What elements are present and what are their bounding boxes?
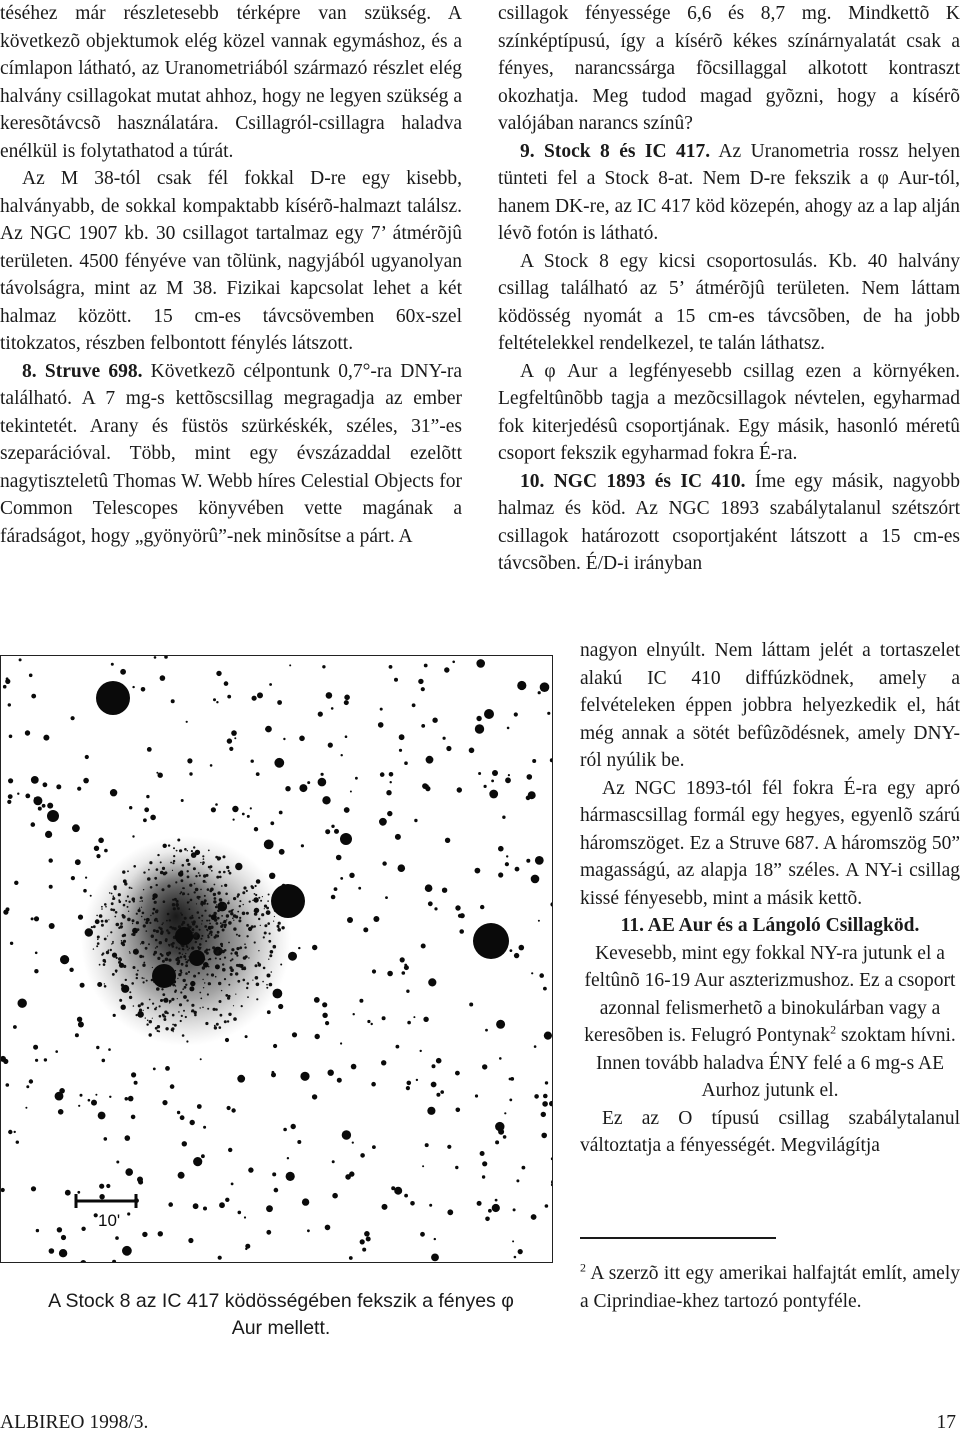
paragraph: A Stock 8 egy kicsi csoportosulás. Kb. 40 halvány csillag található az 5’ átmérõjû területen. Nem láttam ködösség nyomát a 15 cm-es távcsõben, de ha jobb feltételekkel rendelkezel, te talán láthatsz. xyxy=(498,250,960,354)
caption-line: Aur mellett. xyxy=(231,1317,331,1339)
section-heading: 9. Stock 8 és IC 417. xyxy=(520,140,711,162)
paragraph: Az NGC 1893-tól fél fokra É-ra egy apró hármascsillag formál egy hegyes, egyenlõ szárú háromszöget. Ez a Struve 687. A háromszög 50” magasságú, az alapja 18” széles. A NY-i csillag kissé fényesebb, mint a másik kettõ. xyxy=(580,777,960,909)
paragraph: Az M 38-tól csak fél fokkal D-re egy kisebb, halványabb, de sokkal kompaktabb kísérõ-halmazt találsz. Az NGC 1907 kb. 30 csillagot tartalmaz egy 7’ átmérõjû területen. 4500 fényéve van tõlünk, nagyjából ugyanolyan távolságra, mint az M 38. Fizikai kapcsolat lehet a két halmaz között. 15 cm-es távcsövemben 60x-szel titokzatos, részben felbontott fénylés látszott. xyxy=(0,168,462,354)
right-column-top xyxy=(498,0,960,578)
footnote xyxy=(580,1260,960,1315)
section-heading: 8. Struve 698. xyxy=(22,360,143,382)
footnote-text: A szerzõ itt egy amerikai halfajtát említ, amely a Ciprindiae-khez tartozó pontyféle. xyxy=(580,1263,960,1312)
paragraph xyxy=(0,358,462,551)
footer-journal: ALBIREO 1998/3. xyxy=(0,1412,149,1433)
right-column-bottom xyxy=(580,637,960,1160)
paragraph: nagyon elnyúlt. Nem láttam jelét a tortaszelet alakú IC 410 diffúzködnek, amely a felvételeken éppen jobbra helyezkedik el, hát még annak a sötét befûzõdésnek, amely DNY-ról nyúlik be. xyxy=(580,640,960,771)
footnote-divider xyxy=(580,1237,776,1239)
section-heading: 10. NGC 1893 és IC 410. xyxy=(520,470,746,492)
section-heading: 11. AE Aur és a Lángoló Csillagköd. xyxy=(620,915,920,936)
paragraph-text: Kevesebb, mint egy fokkal NY-ra jutunk el a feltûnõ 16-19 Aur aszterizmushoz. Ez a csoport azonnal felismerhetõ a binokulárban vagy a keresõben is. Felugró Pontynak xyxy=(584,942,956,1046)
scale-label: 10' xyxy=(98,1211,121,1230)
footnote-marker: 2 xyxy=(830,1022,837,1037)
section-heading-paragraph xyxy=(580,912,960,1105)
paragraph-text: Íme egy másik, nagyobb halmaz és köd. Az NGC 1893 szabálytalanul szétszórt csillagok határozott csoportjaként látszott a 15 cm-es távcsõben. É/D-i irányban xyxy=(498,470,960,574)
paragraph xyxy=(498,138,960,248)
footer-page-number: 17 xyxy=(936,1412,956,1433)
paragraph-text: Az Uranometria rossz helyen tünteti fel a Stock 8-at. Nem D-re fekszik a φ Aur-tól, hanem DK-re, az IC 417 köd közepén, ahogy az a lap alján lévõ fotón is látható. xyxy=(498,140,960,244)
left-column xyxy=(0,0,462,550)
paragraph xyxy=(498,468,960,578)
paragraph: Ez az O típusú csillag szabálytalanul változtatja a fényességét. Megvilágítja xyxy=(580,1107,960,1156)
star-field-image xyxy=(1,656,553,1263)
paragraph: csillagok fényessége 6,6 és 8,7 mg. Mindkettõ K színképtípusú, így a kísérõ kékes színárnyalatát csak a fényes, narancssárga fõcsillaggal alkotott kontraszt okozhatja. Meg tudod magad gyõzni, hogy a kísérõ valójában narancs színû? xyxy=(498,3,960,134)
photo-caption xyxy=(0,1288,562,1342)
star-field-photo xyxy=(0,655,553,1263)
paragraph-text: szoktam hívni. Innen tovább haladva ÉNY felé a 6 mg-s AE Aurhoz jutunk el. xyxy=(595,1025,956,1101)
paragraph: téséhez már részletesebb térképre van szükség. A következõ objektumok elég közel vannak egymáshoz, és a címlapon látható, az Uranometriából származó részlet elég halvány csillagokat mutat ahhoz, hogy ne legyen szükség a keresõtávcsõ használatára. Csillagról-csillagra haladva enélkül is folytathatod a túrát. xyxy=(0,3,462,162)
paragraph: A φ Aur a legfényesebb csillag ezen a környéken. Legfeltûnõbb tagja a mezõcsillagok névtelen, egyharmad fok kiterjedésû csoportjának. Egy másik, hasonló méretû csoport fekszik egyharmad fokra É-ra. xyxy=(498,360,960,464)
caption-line: A Stock 8 az IC 417 ködösségében fekszik a fényes φ xyxy=(48,1290,514,1312)
footnote-number: 2 xyxy=(580,1260,586,1275)
paragraph-text: Következõ célpontunk 0,7°-ra DNY-ra található. A 7 mg-s kettõscsillag megragadja az ember tekintetét. Arany és füstös szürkéskék, széles, 31”-es szeparációval. Több, mint egy évszázaddal ezelõtt nagytiszteletû Thomas W. Webb híres Celestial Objects for Common Telescopes könyvében vette magának a fáradságot, hogy „gyönyörû”-nek minõsítse a párt. A xyxy=(0,360,463,547)
scale-bar xyxy=(76,1194,136,1230)
